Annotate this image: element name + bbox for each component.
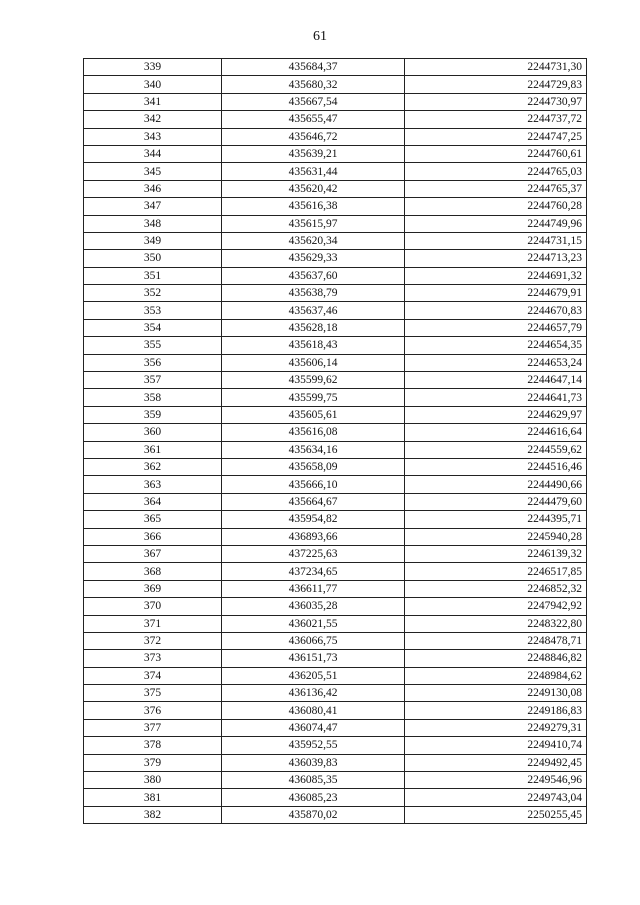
x-coordinate-cell: 435615,97 <box>222 215 405 232</box>
y-coordinate-cell: 2244747,25 <box>405 128 587 145</box>
table-row <box>84 232 587 249</box>
point-number-cell: 355 <box>84 337 222 354</box>
point-number-cell: 346 <box>84 180 222 197</box>
y-coordinate-cell: 2244765,37 <box>405 180 587 197</box>
point-number-cell: 382 <box>84 806 222 823</box>
y-coordinate-cell: 2244653,24 <box>405 354 587 371</box>
table-row <box>84 180 587 197</box>
y-coordinate-cell: 2244679,91 <box>405 285 587 302</box>
x-coordinate-cell: 435667,54 <box>222 93 405 110</box>
y-coordinate-cell: 2244654,35 <box>405 337 587 354</box>
x-coordinate-cell: 436136,42 <box>222 685 405 702</box>
table-row <box>84 580 587 597</box>
table-row <box>84 59 587 76</box>
table-row <box>84 354 587 371</box>
table-row <box>84 737 587 754</box>
point-number-cell: 343 <box>84 128 222 145</box>
y-coordinate-cell: 2244731,15 <box>405 232 587 249</box>
y-coordinate-cell: 2249743,04 <box>405 789 587 806</box>
x-coordinate-cell: 436085,23 <box>222 789 405 806</box>
point-number-cell: 349 <box>84 232 222 249</box>
x-coordinate-cell: 435870,02 <box>222 806 405 823</box>
y-coordinate-cell: 2249130,08 <box>405 685 587 702</box>
table-row <box>84 389 587 406</box>
point-number-cell: 372 <box>84 632 222 649</box>
x-coordinate-cell: 435599,62 <box>222 372 405 389</box>
point-number-cell: 358 <box>84 389 222 406</box>
table-row <box>84 215 587 232</box>
y-coordinate-cell: 2244730,97 <box>405 93 587 110</box>
x-coordinate-cell: 435634,16 <box>222 441 405 458</box>
x-coordinate-cell: 436205,51 <box>222 667 405 684</box>
x-coordinate-cell: 436080,41 <box>222 702 405 719</box>
y-coordinate-cell: 2247942,92 <box>405 598 587 615</box>
x-coordinate-cell: 435639,21 <box>222 145 405 162</box>
y-coordinate-cell: 2246852,32 <box>405 580 587 597</box>
x-coordinate-cell: 435637,46 <box>222 302 405 319</box>
x-coordinate-cell: 435658,09 <box>222 458 405 475</box>
point-number-cell: 357 <box>84 372 222 389</box>
x-coordinate-cell: 435605,61 <box>222 406 405 423</box>
y-coordinate-cell: 2244765,03 <box>405 163 587 180</box>
x-coordinate-cell: 436085,35 <box>222 772 405 789</box>
point-number-cell: 380 <box>84 772 222 789</box>
y-coordinate-cell: 2248478,71 <box>405 632 587 649</box>
point-number-cell: 362 <box>84 458 222 475</box>
table-row <box>84 563 587 580</box>
x-coordinate-cell: 436021,55 <box>222 615 405 632</box>
table-row <box>84 615 587 632</box>
x-coordinate-cell: 435684,37 <box>222 59 405 76</box>
table-row <box>84 719 587 736</box>
table-row <box>84 267 587 284</box>
x-coordinate-cell: 435664,67 <box>222 493 405 510</box>
y-coordinate-cell: 2246139,32 <box>405 545 587 562</box>
point-number-cell: 347 <box>84 198 222 215</box>
table-row <box>84 93 587 110</box>
point-number-cell: 374 <box>84 667 222 684</box>
point-number-cell: 368 <box>84 563 222 580</box>
x-coordinate-cell: 435599,75 <box>222 389 405 406</box>
point-number-cell: 375 <box>84 685 222 702</box>
table-row <box>84 337 587 354</box>
x-coordinate-cell: 437225,63 <box>222 545 405 562</box>
point-number-cell: 365 <box>84 511 222 528</box>
y-coordinate-cell: 2244731,30 <box>405 59 587 76</box>
table-row <box>84 458 587 475</box>
table-row <box>84 685 587 702</box>
table-row <box>84 441 587 458</box>
y-coordinate-cell: 2244479,60 <box>405 493 587 510</box>
point-number-cell: 370 <box>84 598 222 615</box>
point-number-cell: 367 <box>84 545 222 562</box>
table-row <box>84 598 587 615</box>
point-number-cell: 339 <box>84 59 222 76</box>
x-coordinate-cell: 436893,66 <box>222 528 405 545</box>
table-row <box>84 111 587 128</box>
y-coordinate-cell: 2244490,66 <box>405 476 587 493</box>
x-coordinate-cell: 435631,44 <box>222 163 405 180</box>
point-number-cell: 377 <box>84 719 222 736</box>
table-row <box>84 76 587 93</box>
table-row <box>84 406 587 423</box>
point-number-cell: 341 <box>84 93 222 110</box>
table-row <box>84 511 587 528</box>
table-row <box>84 528 587 545</box>
y-coordinate-cell: 2244616,64 <box>405 424 587 441</box>
point-number-cell: 353 <box>84 302 222 319</box>
table-row <box>84 145 587 162</box>
y-coordinate-cell: 2245940,28 <box>405 528 587 545</box>
x-coordinate-cell: 436039,83 <box>222 754 405 771</box>
y-coordinate-cell: 2249186,83 <box>405 702 587 719</box>
y-coordinate-cell: 2248846,82 <box>405 650 587 667</box>
point-number-cell: 340 <box>84 76 222 93</box>
x-coordinate-cell: 435637,60 <box>222 267 405 284</box>
y-coordinate-cell: 2244559,62 <box>405 441 587 458</box>
table-row <box>84 493 587 510</box>
table-row <box>84 285 587 302</box>
point-number-cell: 379 <box>84 754 222 771</box>
x-coordinate-cell: 436151,73 <box>222 650 405 667</box>
coordinates-table <box>83 58 587 824</box>
point-number-cell: 361 <box>84 441 222 458</box>
table-row <box>84 476 587 493</box>
y-coordinate-cell: 2244729,83 <box>405 76 587 93</box>
y-coordinate-cell: 2244749,96 <box>405 215 587 232</box>
x-coordinate-cell: 435629,33 <box>222 250 405 267</box>
table-row <box>84 650 587 667</box>
point-number-cell: 371 <box>84 615 222 632</box>
point-number-cell: 352 <box>84 285 222 302</box>
table-row <box>84 424 587 441</box>
x-coordinate-cell: 435954,82 <box>222 511 405 528</box>
point-number-cell: 344 <box>84 145 222 162</box>
x-coordinate-cell: 435638,79 <box>222 285 405 302</box>
y-coordinate-cell: 2246517,85 <box>405 563 587 580</box>
point-number-cell: 356 <box>84 354 222 371</box>
point-number-cell: 350 <box>84 250 222 267</box>
table-row <box>84 667 587 684</box>
table-row <box>84 372 587 389</box>
table-row <box>84 772 587 789</box>
table-row <box>84 163 587 180</box>
y-coordinate-cell: 2244657,79 <box>405 319 587 336</box>
table-row <box>84 754 587 771</box>
table-row <box>84 545 587 562</box>
x-coordinate-cell: 435646,72 <box>222 128 405 145</box>
point-number-cell: 345 <box>84 163 222 180</box>
y-coordinate-cell: 2244641,73 <box>405 389 587 406</box>
y-coordinate-cell: 2250255,45 <box>405 806 587 823</box>
point-number-cell: 364 <box>84 493 222 510</box>
x-coordinate-cell: 435952,55 <box>222 737 405 754</box>
table-row <box>84 806 587 823</box>
y-coordinate-cell: 2244737,72 <box>405 111 587 128</box>
table-row <box>84 632 587 649</box>
x-coordinate-cell: 435628,18 <box>222 319 405 336</box>
point-number-cell: 342 <box>84 111 222 128</box>
point-number-cell: 366 <box>84 528 222 545</box>
y-coordinate-cell: 2244629,97 <box>405 406 587 423</box>
x-coordinate-cell: 437234,65 <box>222 563 405 580</box>
y-coordinate-cell: 2244516,46 <box>405 458 587 475</box>
table-row <box>84 128 587 145</box>
point-number-cell: 363 <box>84 476 222 493</box>
table-row <box>84 250 587 267</box>
table-row <box>84 702 587 719</box>
point-number-cell: 348 <box>84 215 222 232</box>
x-coordinate-cell: 435620,42 <box>222 180 405 197</box>
y-coordinate-cell: 2244713,23 <box>405 250 587 267</box>
y-coordinate-cell: 2244760,61 <box>405 145 587 162</box>
x-coordinate-cell: 435680,32 <box>222 76 405 93</box>
x-coordinate-cell: 435618,43 <box>222 337 405 354</box>
point-number-cell: 360 <box>84 424 222 441</box>
point-number-cell: 373 <box>84 650 222 667</box>
x-coordinate-cell: 435616,38 <box>222 198 405 215</box>
y-coordinate-cell: 2244395,71 <box>405 511 587 528</box>
x-coordinate-cell: 436074,47 <box>222 719 405 736</box>
y-coordinate-cell: 2249546,96 <box>405 772 587 789</box>
y-coordinate-cell: 2244760,28 <box>405 198 587 215</box>
coordinates-table-body <box>84 59 587 824</box>
x-coordinate-cell: 436035,28 <box>222 598 405 615</box>
x-coordinate-cell: 436066,75 <box>222 632 405 649</box>
point-number-cell: 381 <box>84 789 222 806</box>
table-row <box>84 198 587 215</box>
y-coordinate-cell: 2249279,31 <box>405 719 587 736</box>
point-number-cell: 378 <box>84 737 222 754</box>
y-coordinate-cell: 2249492,45 <box>405 754 587 771</box>
table-row <box>84 302 587 319</box>
y-coordinate-cell: 2248322,80 <box>405 615 587 632</box>
page-number: 61 <box>313 29 327 44</box>
point-number-cell: 369 <box>84 580 222 597</box>
y-coordinate-cell: 2244691,32 <box>405 267 587 284</box>
y-coordinate-cell: 2244647,14 <box>405 372 587 389</box>
x-coordinate-cell: 435620,34 <box>222 232 405 249</box>
x-coordinate-cell: 435606,14 <box>222 354 405 371</box>
table-row <box>84 789 587 806</box>
x-coordinate-cell: 435616,08 <box>222 424 405 441</box>
table-row <box>84 319 587 336</box>
point-number-cell: 359 <box>84 406 222 423</box>
y-coordinate-cell: 2244670,83 <box>405 302 587 319</box>
y-coordinate-cell: 2248984,62 <box>405 667 587 684</box>
point-number-cell: 351 <box>84 267 222 284</box>
x-coordinate-cell: 435655,47 <box>222 111 405 128</box>
y-coordinate-cell: 2249410,74 <box>405 737 587 754</box>
x-coordinate-cell: 435666,10 <box>222 476 405 493</box>
point-number-cell: 354 <box>84 319 222 336</box>
x-coordinate-cell: 436611,77 <box>222 580 405 597</box>
point-number-cell: 376 <box>84 702 222 719</box>
